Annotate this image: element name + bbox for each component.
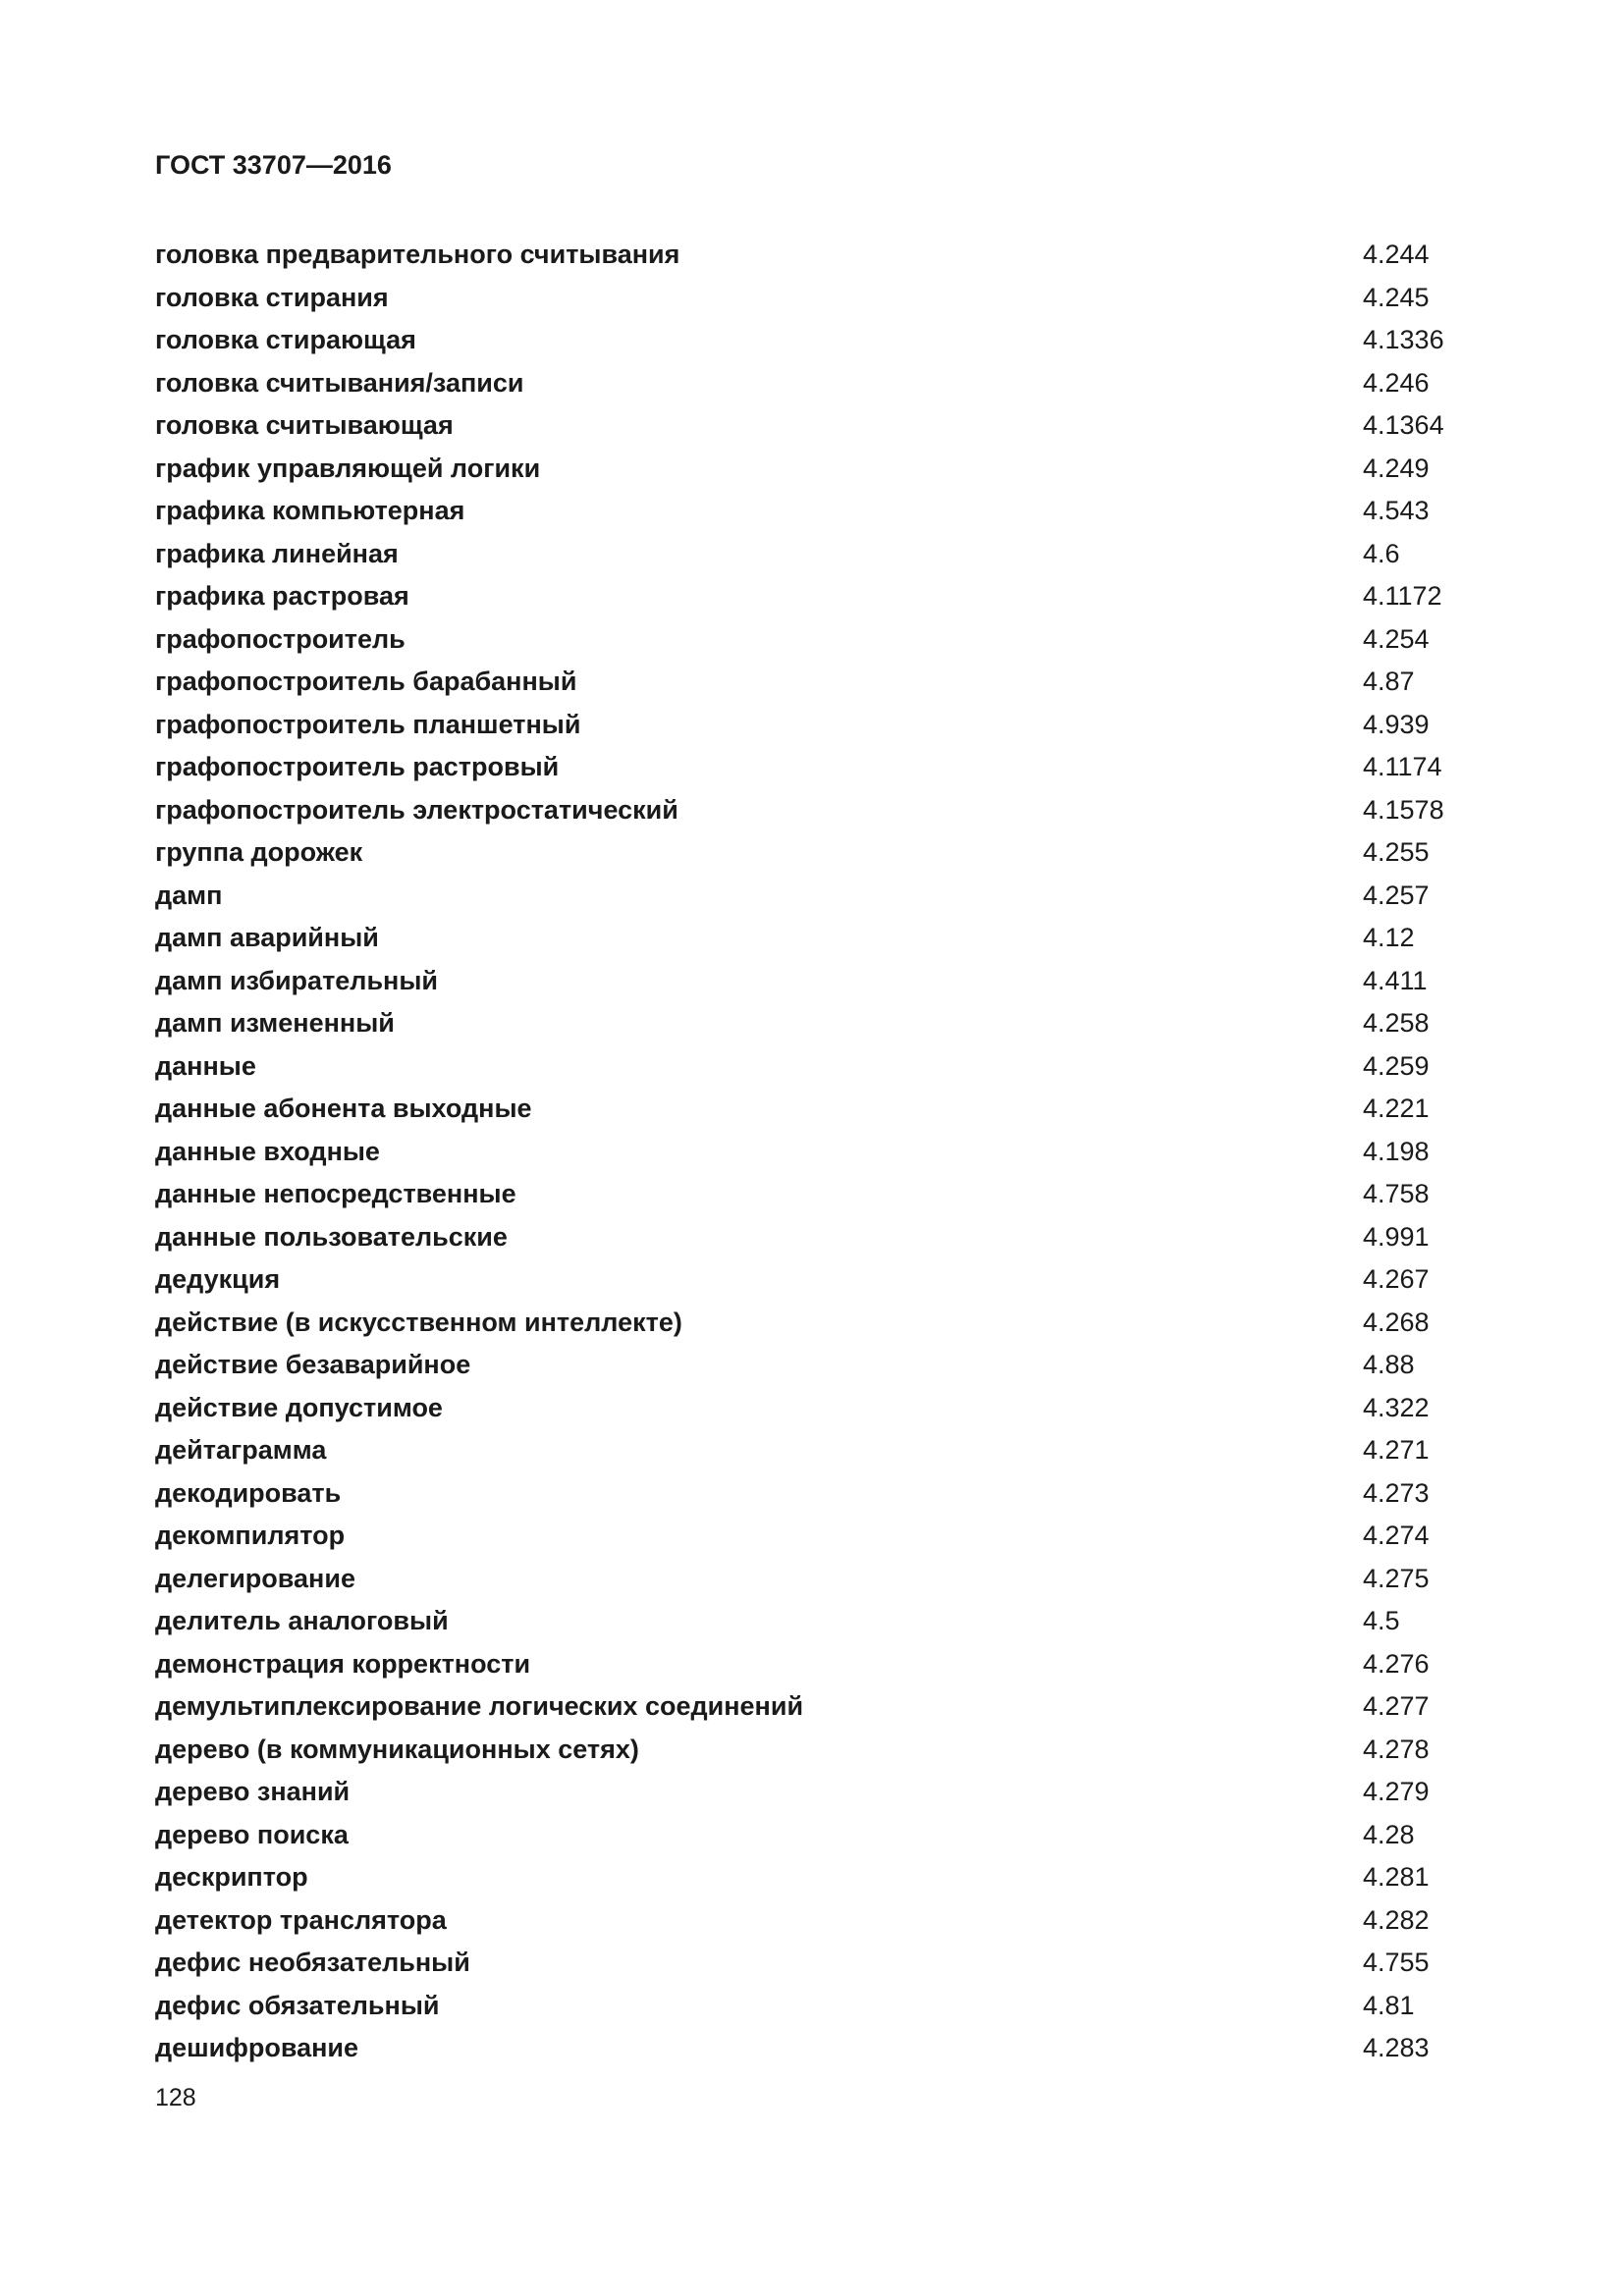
- index-entry: [155, 1302, 1471, 1345]
- index-term: данные: [155, 1050, 256, 1081]
- index-clause-ref: 4.1336: [1363, 325, 1444, 355]
- index-clause-ref: 4.28: [1363, 1819, 1415, 1849]
- index-term: графопостроитель: [155, 623, 406, 654]
- index-clause-ref: 4.282: [1363, 1904, 1430, 1935]
- index-clause-ref: 4.939: [1363, 709, 1430, 739]
- index-entry: [155, 1387, 1471, 1430]
- index-entry: [155, 1216, 1471, 1259]
- index-entry: [155, 1258, 1471, 1302]
- index-clause-ref: 4.254: [1363, 623, 1430, 654]
- index-clause-ref: 4.6: [1363, 538, 1400, 568]
- index-entry: [155, 319, 1471, 362]
- document-header: ГОСТ 33707—2016: [155, 150, 392, 180]
- index-clause-ref: 4.1174: [1363, 752, 1442, 782]
- index-term: декомпилятор: [155, 1521, 346, 1551]
- index-entry: [155, 533, 1471, 576]
- index-term: дерево (в коммуникационных сетях): [155, 1734, 639, 1764]
- index-entry: [155, 234, 1471, 277]
- index-entry: [155, 1685, 1471, 1729]
- index-entry: [155, 618, 1471, 662]
- index-clause-ref: 4.12: [1363, 923, 1415, 953]
- index-term: действие безаварийное: [155, 1350, 471, 1380]
- index-entry: [155, 1729, 1471, 1772]
- index-term: графопостроитель планшетный: [155, 709, 581, 739]
- index-term: данные входные: [155, 1136, 380, 1166]
- index-entry: [155, 1643, 1471, 1686]
- index-term: дескриптор: [155, 1862, 308, 1893]
- index-clause-ref: 4.81: [1363, 1990, 1415, 2020]
- index-entry: [155, 789, 1471, 832]
- index-entry: [155, 1942, 1471, 1985]
- index-clause-ref: 4.279: [1363, 1777, 1430, 1807]
- index-entry: [155, 1472, 1471, 1516]
- index-term: делегирование: [155, 1563, 355, 1593]
- index-clause-ref: 4.245: [1363, 282, 1430, 312]
- index-term: дамп избирательный: [155, 965, 439, 995]
- index-term: головка предварительного считывания: [155, 240, 680, 270]
- index-clause-ref: 4.1364: [1363, 410, 1444, 441]
- index-term: дамп измененный: [155, 1008, 395, 1039]
- index-clause-ref: 4.87: [1363, 667, 1415, 697]
- index-clause-ref: 4.274: [1363, 1521, 1430, 1551]
- index-term: дефис необязательный: [155, 1948, 470, 1978]
- index-term: дефис обязательный: [155, 1990, 440, 2020]
- index-term: декодировать: [155, 1477, 342, 1508]
- index-clause-ref: 4.271: [1363, 1435, 1430, 1466]
- index-entry: [155, 1045, 1471, 1089]
- index-clause-ref: 4.322: [1363, 1392, 1430, 1422]
- index-clause-ref: 4.244: [1363, 240, 1430, 270]
- index-clause-ref: 4.411: [1363, 965, 1428, 995]
- index-term: демультиплексирование логических соединений: [155, 1691, 804, 1722]
- index-clause-ref: 4.1578: [1363, 794, 1444, 825]
- index-clause-ref: 4.268: [1363, 1307, 1430, 1337]
- index-entry: [155, 1429, 1471, 1472]
- index-term: группа дорожек: [155, 837, 363, 868]
- index-entry: [155, 875, 1471, 918]
- index-term: дейтаграмма: [155, 1435, 327, 1466]
- index-clause-ref: 4.277: [1363, 1691, 1430, 1722]
- index-clause-ref: 4.543: [1363, 496, 1430, 526]
- index-clause-ref: 4.249: [1363, 453, 1430, 483]
- index-clause-ref: 4.991: [1363, 1221, 1430, 1252]
- index-entry: [155, 404, 1471, 448]
- index-term: данные пользовательские: [155, 1221, 508, 1252]
- index-clause-ref: 4.281: [1363, 1862, 1430, 1893]
- index-term: график управляющей логики: [155, 453, 541, 483]
- index-term: графопостроитель растровый: [155, 752, 560, 782]
- index-entry: [155, 448, 1471, 491]
- index-entry: [155, 1515, 1471, 1558]
- index-term: действие (в искусственном интеллекте): [155, 1307, 682, 1337]
- index-clause-ref: 4.755: [1363, 1948, 1430, 1978]
- index-clause-ref: 4.255: [1363, 837, 1430, 868]
- index-entry: [155, 917, 1471, 960]
- index-term: дамп аварийный: [155, 923, 379, 953]
- index-clause-ref: 4.278: [1363, 1734, 1430, 1764]
- index-term: данные абонента выходные: [155, 1094, 532, 1124]
- index-clause-ref: 4.283: [1363, 2033, 1430, 2063]
- index-entry: [155, 490, 1471, 533]
- index-clause-ref: 4.275: [1363, 1563, 1430, 1593]
- index-clause-ref: 4.257: [1363, 880, 1430, 910]
- index-entry: [155, 704, 1471, 747]
- index-entry: [155, 1173, 1471, 1216]
- index-entry: [155, 746, 1471, 789]
- index-entry: [155, 1088, 1471, 1131]
- index-entry: [155, 1002, 1471, 1045]
- page-number: 128: [155, 2084, 196, 2111]
- index-clause-ref: 4.267: [1363, 1264, 1430, 1295]
- index-term: дедукция: [155, 1264, 281, 1295]
- index-clause-ref: 4.5: [1363, 1606, 1400, 1636]
- index-term: головка считывания/записи: [155, 367, 524, 398]
- index-entry: [155, 2027, 1471, 2070]
- index-entry: [155, 1814, 1471, 1857]
- index-term: дерево знаний: [155, 1777, 351, 1807]
- index-term: головка считывающая: [155, 410, 454, 441]
- index-term: головка стирания: [155, 282, 389, 312]
- index-entry: [155, 1131, 1471, 1174]
- index-term: графопостроитель барабанный: [155, 667, 577, 697]
- index-clause-ref: 4.88: [1363, 1350, 1415, 1380]
- index-entry: [155, 1985, 1471, 2028]
- index-term: данные непосредственные: [155, 1179, 516, 1209]
- index-clause-ref: 4.1172: [1363, 581, 1442, 612]
- index-entry: [155, 1600, 1471, 1643]
- index-term: графика линейная: [155, 538, 399, 568]
- index-term: графика компьютерная: [155, 496, 465, 526]
- index-term: головка стирающая: [155, 325, 416, 355]
- index-entry: [155, 1771, 1471, 1814]
- index-clause-ref: 4.276: [1363, 1648, 1430, 1679]
- index-term: дешифрование: [155, 2033, 359, 2063]
- index-entry: [155, 831, 1471, 875]
- index-term: демонстрация корректности: [155, 1648, 531, 1679]
- index-entry: [155, 362, 1471, 405]
- index-term: делитель аналоговый: [155, 1606, 449, 1636]
- index-term: дерево поиска: [155, 1819, 349, 1849]
- index-clause-ref: 4.273: [1363, 1477, 1430, 1508]
- index-entry: [155, 1558, 1471, 1601]
- index-entry: [155, 1899, 1471, 1943]
- index-clause-ref: 4.758: [1363, 1179, 1430, 1209]
- index-entry: [155, 575, 1471, 618]
- index-clause-ref: 4.259: [1363, 1050, 1430, 1081]
- index-entry: [155, 661, 1471, 704]
- index-term: графика растровая: [155, 581, 409, 612]
- index-term: дамп: [155, 880, 223, 910]
- index-clause-ref: 4.258: [1363, 1008, 1430, 1039]
- index-clause-ref: 4.221: [1363, 1094, 1430, 1124]
- index-entry: [155, 960, 1471, 1003]
- index-term: графопостроитель электростатический: [155, 794, 678, 825]
- index-clause-ref: 4.246: [1363, 367, 1430, 398]
- index-term: детектор транслятора: [155, 1904, 447, 1935]
- index-entry: [155, 1856, 1471, 1899]
- index-entry: [155, 1344, 1471, 1387]
- term-index-list: [155, 234, 1471, 2070]
- index-clause-ref: 4.198: [1363, 1136, 1430, 1166]
- index-entry: [155, 277, 1471, 320]
- index-term: действие допустимое: [155, 1392, 443, 1422]
